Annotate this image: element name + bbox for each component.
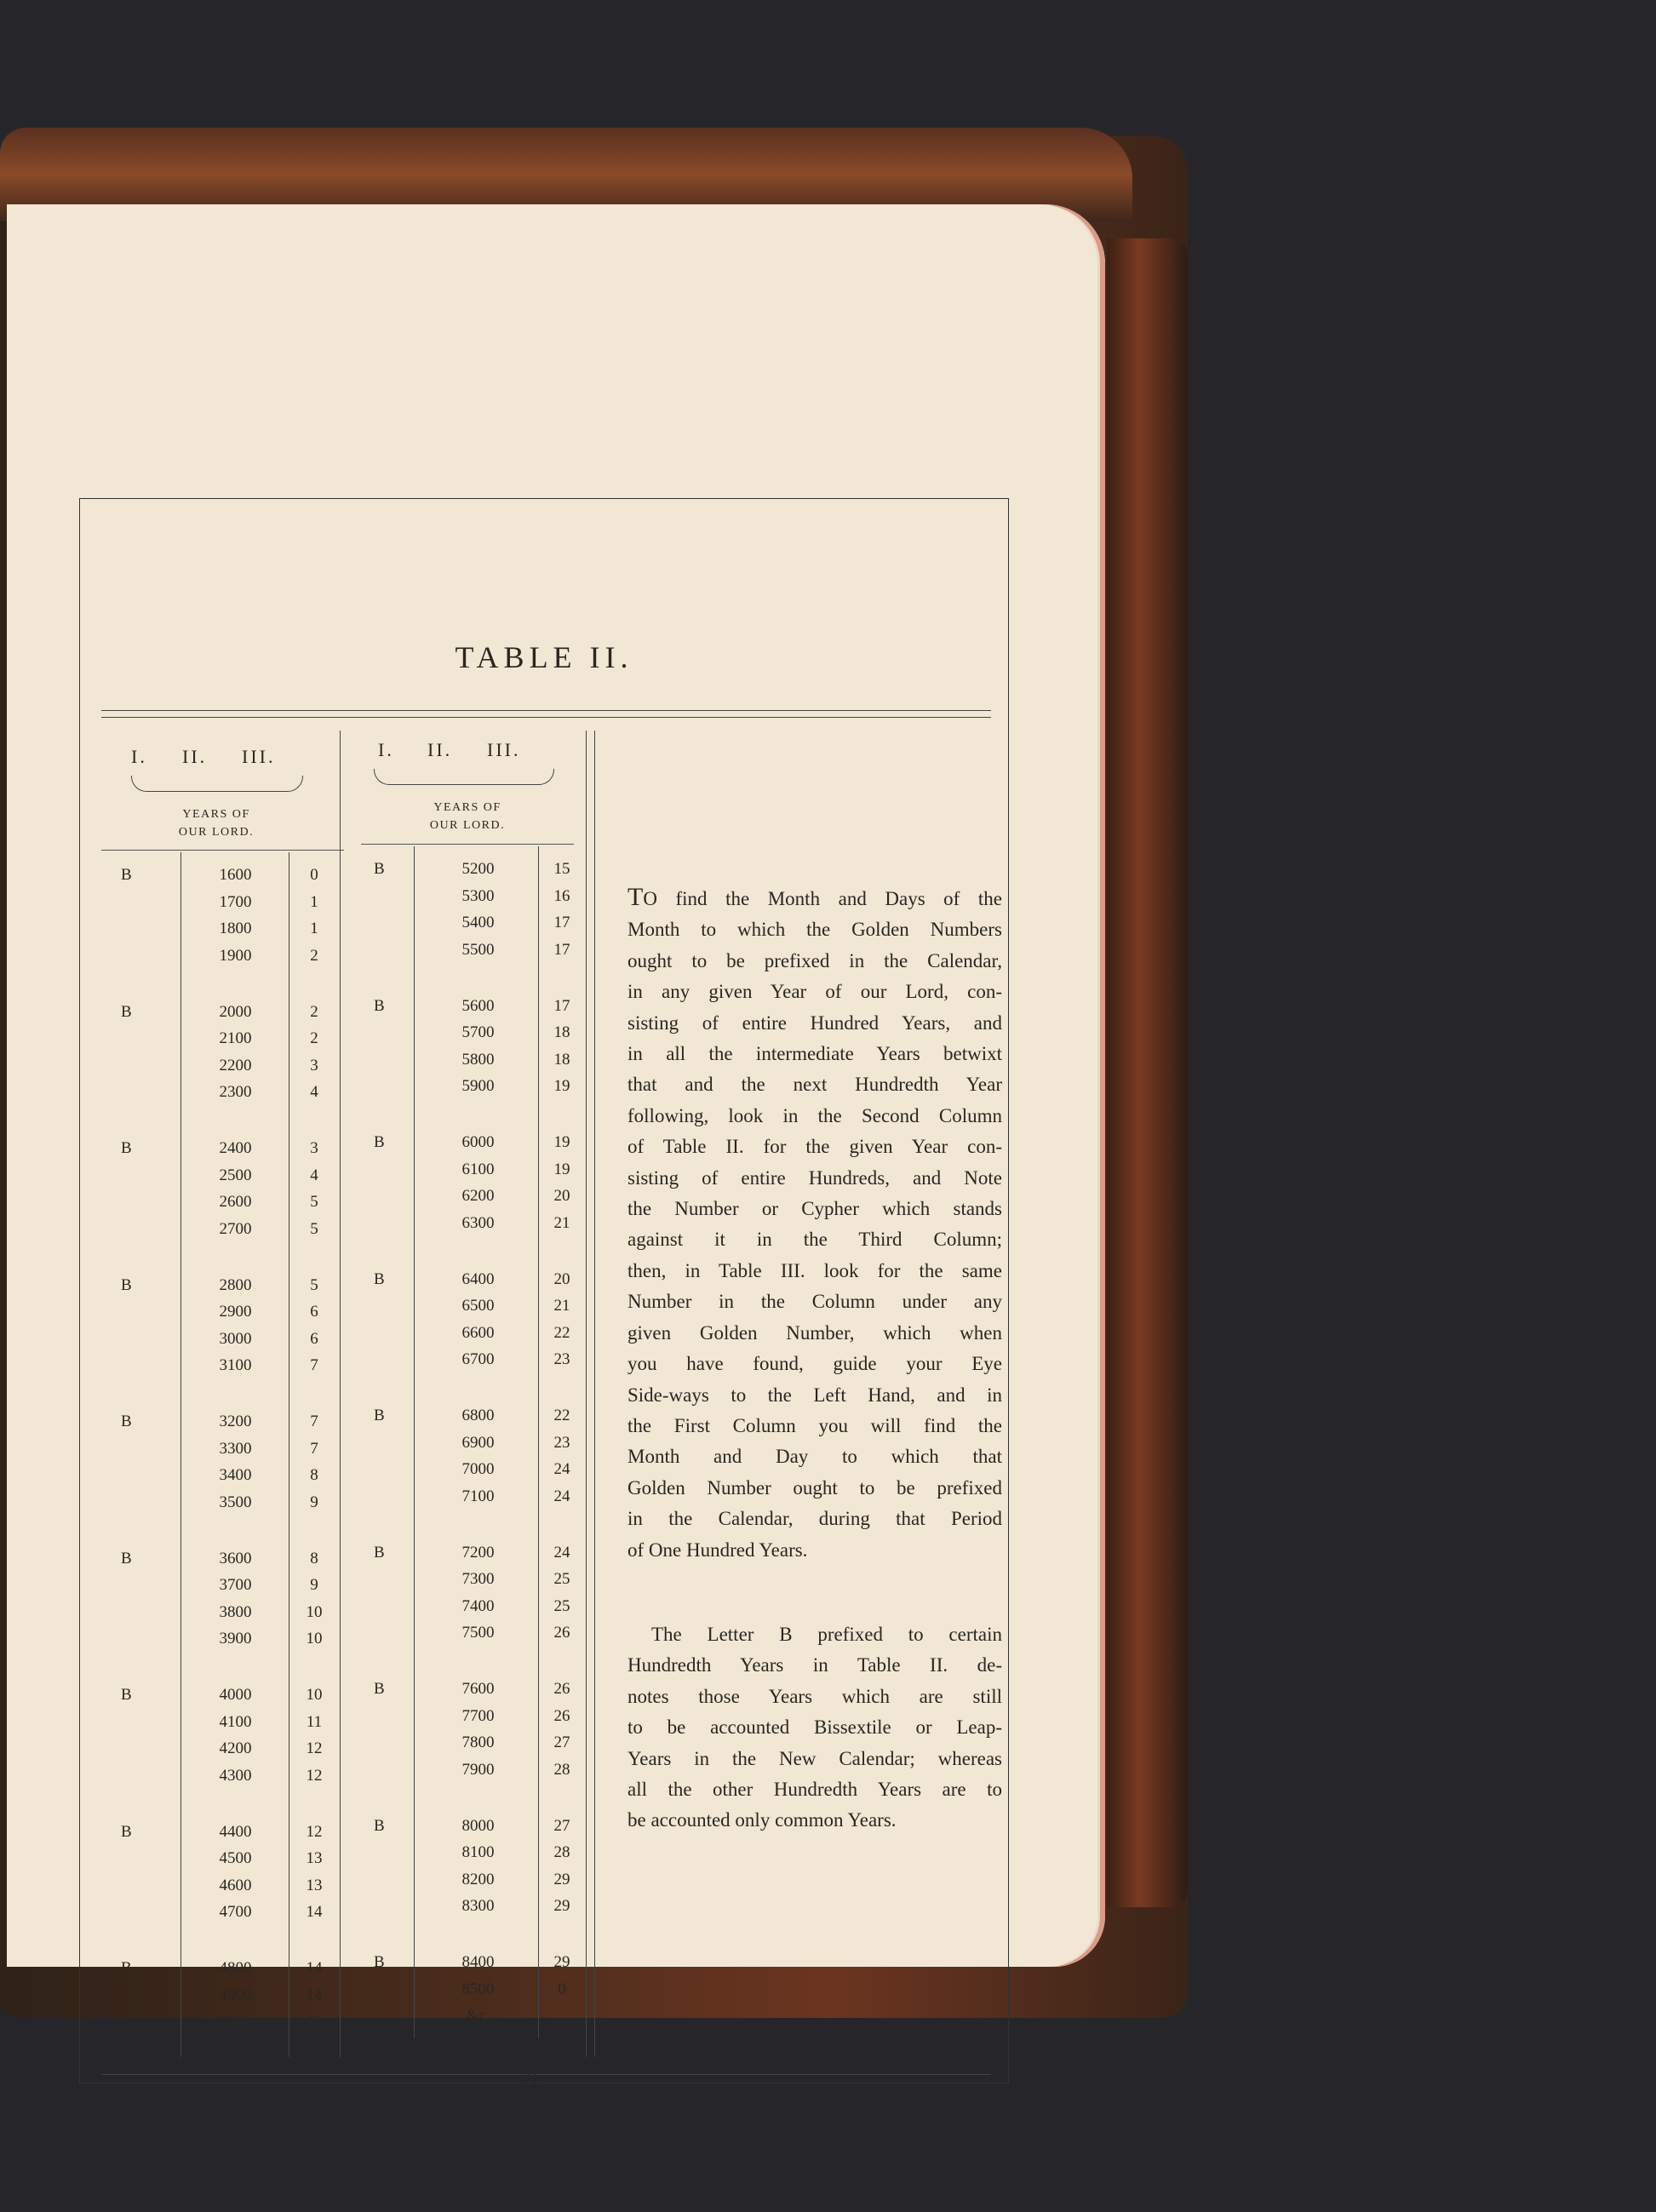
right-number-cell: 17	[553, 940, 570, 959]
left-number-cell: 12	[306, 1739, 323, 1757]
right-number-cell: 21	[553, 1213, 570, 1232]
left-year-cell: 1900	[219, 946, 252, 965]
right-number-cell: 24	[553, 1543, 570, 1562]
right-year-cell: 7200	[461, 1543, 495, 1562]
left-year-cell: 4000	[219, 1686, 252, 1704]
left-year-cell: 4600	[219, 1876, 252, 1894]
right-year-cell: 6200	[461, 1187, 495, 1205]
right-leap-mark: B	[374, 1680, 385, 1698]
left-year-cell: 4700	[219, 1903, 252, 1921]
right-year-cell: 6800	[461, 1407, 495, 1424]
left-year-cell: 4200	[219, 1739, 252, 1757]
right-number-cell: 16	[553, 886, 570, 905]
right-number-cell: 19	[553, 1160, 570, 1178]
left-leap-mark: B	[121, 1959, 132, 1977]
text-divider-2	[594, 731, 595, 2057]
left-year-cell: 2800	[219, 1275, 252, 1294]
left-number-cell: 14	[306, 1959, 323, 1977]
left-number-cell: 14	[306, 1903, 323, 1921]
right-years-label-line-1: YEARS OF	[433, 801, 501, 814]
instructions-line: then, in Table III. look for the same	[627, 1259, 1002, 1281]
right-number-cell: 0	[558, 1980, 566, 1998]
left-number-cell: 5	[310, 1193, 318, 1211]
instructions-line: of One Hundred Years.	[627, 1539, 808, 1561]
right-col-header-3: III.	[487, 739, 521, 760]
left-number-cell: 9	[310, 1493, 318, 1511]
left-year-cell: 2500	[219, 1166, 252, 1184]
left-leap-mark: B	[121, 1822, 132, 1841]
left-col-header-1: I.	[131, 746, 147, 767]
letter-b-note-paragraph	[627, 1619, 1002, 1837]
right-year-cell: 5900	[461, 1077, 495, 1095]
left-year-cell: 3900	[219, 1630, 252, 1648]
right-year-cell: 8100	[461, 1843, 495, 1861]
left-number-cell: 0	[310, 866, 318, 884]
right-year-cell: 8500	[461, 1980, 495, 1998]
left-year-cell: 3500	[219, 1493, 252, 1511]
instructions-line: you have found, guide your Eye	[627, 1353, 1002, 1375]
right-years-label-line-2: OUR LORD.	[429, 819, 506, 832]
right-year-cell: 6700	[461, 1350, 495, 1368]
note-line: Hundredth Years in Table II. de-	[627, 1654, 1002, 1676]
page-frame	[79, 498, 1009, 2083]
left-leap-mark: B	[121, 866, 132, 884]
right-number-cell: 29	[553, 1897, 570, 1915]
right-year-cell: 5200	[461, 860, 495, 878]
right-year-cell: 7000	[461, 1460, 495, 1478]
left-number-cell: 4	[310, 1166, 318, 1184]
right-number-cell: 28	[553, 1760, 570, 1779]
right-leap-mark: B	[374, 1269, 385, 1288]
right-number-cell: 27	[553, 1816, 570, 1835]
instructions-line	[627, 882, 1002, 914]
right-number-cell: 26	[553, 1624, 570, 1642]
right-year-cell: 8200	[461, 1870, 495, 1888]
instructions-line: that and the next Hundredth Year	[627, 1074, 1002, 1096]
left-number-cell: 2	[310, 1029, 318, 1047]
right-leap-mark: B	[374, 996, 385, 1015]
right-number-cell: 19	[553, 1133, 570, 1151]
left-number-cell: 1	[310, 920, 318, 937]
top-rule-2	[101, 717, 991, 718]
left-number-cell: 10	[306, 1602, 323, 1621]
left-leap-mark: B	[121, 1139, 132, 1157]
left-year-cell: 3000	[219, 1329, 252, 1348]
instructions-line: Side-ways to the Left Hand, and in	[627, 1384, 1002, 1406]
right-number-cell: 25	[553, 1570, 570, 1588]
instructions-line: the Number or Cypher which stands	[627, 1198, 1002, 1220]
right-header-rule	[361, 844, 574, 845]
right-number-cell: 20	[553, 1187, 570, 1205]
left-number-cell: 5	[310, 1219, 318, 1238]
instructions-line: given Golden Number, which when	[627, 1321, 1002, 1344]
right-year-cell: 6500	[461, 1297, 495, 1315]
right-year-cell: 7800	[461, 1733, 495, 1751]
note-line: The Letter B prefixed to certain	[651, 1624, 1002, 1645]
left-year-cell: 2600	[219, 1193, 252, 1211]
right-col-rule-1	[414, 846, 415, 2038]
left-leap-mark: B	[121, 1549, 132, 1567]
right-number-cell: 29	[553, 1870, 570, 1888]
right-number-cell: 17	[553, 914, 570, 931]
instructions-line: Golden Number ought to be prefixed	[627, 1476, 1002, 1499]
right-year-cell: 8000	[461, 1816, 495, 1835]
right-year-cell: 8400	[461, 1953, 495, 1971]
left-number-cell: 9	[310, 1576, 318, 1594]
instructions-line: ought to be prefixed in the Calendar,	[627, 949, 1002, 971]
page-title: TABLE II.	[455, 640, 633, 674]
right-number-cell: 18	[553, 1023, 570, 1041]
left-year-cell: 1800	[219, 920, 252, 937]
left-leap-mark: B	[121, 1275, 132, 1294]
left-number-cell: 14	[306, 1986, 323, 2004]
left-year-cell: 4400	[219, 1822, 252, 1841]
left-year-cell: 5000	[219, 2013, 252, 2031]
left-number-cell: 8	[310, 1466, 318, 1484]
block-divider	[340, 731, 341, 2057]
right-year-cell: 5400	[461, 914, 495, 931]
note-line: all the other Hundredth Years are to	[627, 1779, 1002, 1801]
right-leap-mark: B	[374, 1816, 385, 1835]
left-year-cell: 4100	[219, 1712, 252, 1731]
right-year-cell: 7600	[461, 1680, 495, 1698]
right-number-cell: 19	[553, 1077, 570, 1095]
left-year-cell: 2900	[219, 1303, 252, 1321]
drop-cap: T	[627, 883, 644, 911]
left-year-cell: 2000	[219, 1002, 252, 1021]
left-year-cell: 3800	[219, 1602, 252, 1621]
left-number-cell: 2	[310, 1002, 318, 1021]
left-number-cell: 12	[306, 1766, 323, 1785]
right-year-cell: 5800	[461, 1050, 495, 1069]
book-cover-edge	[1107, 238, 1188, 1907]
right-number-cell: 22	[553, 1407, 570, 1424]
left-year-cell: 4900	[219, 1986, 252, 2004]
left-years-label	[148, 805, 284, 841]
instructions-line: in all the intermediate Years betwixt	[627, 1043, 1002, 1065]
instructions-line: of Table II. for the given Year con-	[627, 1136, 1002, 1158]
left-number-cell: 3	[310, 1139, 318, 1157]
right-year-cell: 7100	[461, 1487, 495, 1505]
left-year-cell: 2100	[219, 1029, 252, 1047]
right-year-cell: 6900	[461, 1433, 495, 1452]
right-leap-mark: B	[374, 860, 385, 878]
left-year-cell: 4500	[219, 1849, 252, 1867]
right-leap-mark: B	[374, 1953, 385, 1971]
instructions-line: Number in the Column under any	[627, 1291, 1002, 1313]
left-years-label-line-2: OUR LORD.	[178, 826, 255, 839]
instructions-line: the First Column you will find the	[627, 1414, 1002, 1436]
right-year-cell: 7400	[461, 1596, 495, 1615]
left-col-header-2: II.	[182, 746, 208, 767]
instructions-line: Month and Day to which that	[627, 1446, 1002, 1468]
instructions-line: following, look in the Second Column	[627, 1104, 1002, 1126]
right-number-cell: 24	[553, 1460, 570, 1478]
left-number-cell: 16	[306, 2039, 323, 2058]
left-number-cell: 7	[310, 1356, 318, 1374]
left-year-cell: 3200	[219, 1413, 252, 1430]
right-number-cell: 25	[553, 1596, 570, 1615]
left-year-cell: 3700	[219, 1576, 252, 1594]
left-number-cell: 5	[310, 1275, 318, 1294]
right-year-cell: 7300	[461, 1570, 495, 1588]
right-years-label	[399, 799, 536, 834]
left-number-cell: 6	[310, 1303, 318, 1321]
right-leap-mark: B	[374, 1133, 385, 1151]
left-year-cell: 2700	[219, 1219, 252, 1238]
left-leap-mark: B	[121, 1686, 132, 1704]
instructions-line: against it in the Third Column;	[627, 1229, 1002, 1251]
left-year-cell: 2300	[219, 1083, 252, 1101]
note-line: Years in the New Calendar; whereas	[627, 1747, 1002, 1769]
right-leap-mark: B	[374, 1407, 385, 1424]
left-col-rule-1	[180, 852, 181, 2057]
left-number-cell: 7	[310, 1439, 318, 1458]
left-number-cell: 4	[310, 1083, 318, 1101]
left-number-cell: 7	[310, 1413, 318, 1430]
left-number-cell: 13	[306, 1876, 323, 1894]
note-line: to be accounted Bissextile or Leap-	[627, 1716, 1002, 1739]
left-year-cell: 3100	[219, 1356, 252, 1374]
left-number-cell: 2	[310, 946, 318, 965]
right-col-rule-2	[538, 846, 539, 2038]
left-number-cell: 11	[306, 1712, 323, 1731]
right-number-cell: 23	[553, 1350, 570, 1368]
note-line: notes those Years which are still	[627, 1685, 1002, 1707]
bottom-rule	[101, 2074, 991, 2075]
left-number-cell: 8	[310, 1549, 318, 1567]
left-number-cell: 3	[310, 1056, 318, 1074]
left-years-label-line-1: YEARS OF	[182, 808, 250, 821]
right-number-cell: 23	[553, 1433, 570, 1452]
right-number-cell: 26	[553, 1706, 570, 1725]
left-year-cell: 3600	[219, 1549, 252, 1567]
book-page	[7, 204, 1105, 2088]
left-header-brace	[131, 776, 303, 792]
right-number-cell: 29	[553, 1953, 570, 1971]
left-header-rule	[101, 850, 344, 851]
instructions-line: sisting of entire Hundred Years, and	[627, 1011, 1002, 1034]
left-leap-mark: B	[121, 1002, 132, 1021]
left-number-cell: 10	[306, 1630, 323, 1648]
right-year-cell: 5300	[461, 886, 495, 905]
left-year-cell: 4300	[219, 1766, 252, 1785]
left-number-cell: 12	[306, 1822, 323, 1841]
right-year-cell: 6100	[461, 1160, 495, 1178]
instructions-paragraph	[627, 882, 1002, 1566]
left-year-cell: 4800	[219, 1959, 252, 1977]
left-number-cell: 13	[306, 1849, 323, 1867]
right-year-cell: &c.	[466, 2007, 490, 2025]
right-number-cell: 15	[553, 860, 570, 878]
right-year-cell: 8300	[461, 1897, 495, 1915]
left-number-cell: 6	[310, 1329, 318, 1348]
left-year-cell: 3400	[219, 1466, 252, 1484]
right-number-cell: 24	[553, 1487, 570, 1505]
left-year-cell: 1700	[219, 892, 252, 911]
left-year-cell: 1600	[219, 866, 252, 884]
right-number-cell: 21	[553, 1297, 570, 1315]
left-number-cell: 10	[306, 1686, 323, 1704]
instructions-line: in any given Year of our Lord, con-	[627, 981, 1002, 1003]
top-rule	[101, 710, 991, 711]
right-year-cell: 6300	[461, 1213, 495, 1232]
right-header-brace	[374, 769, 554, 785]
right-number-cell: 26	[553, 1680, 570, 1698]
instructions-line: Month to which the Golden Numbers	[627, 919, 1002, 941]
instructions-line-text: O find the Month and Days of the	[643, 888, 1002, 909]
right-number-cell: 28	[553, 1843, 570, 1861]
right-number-cell: 22	[553, 1323, 570, 1342]
right-leap-mark: B	[374, 1543, 385, 1562]
right-number-cell: 27	[553, 1733, 570, 1751]
left-number-cell: 1	[310, 892, 318, 911]
right-year-cell: 6000	[461, 1133, 495, 1151]
left-year-cell: 3300	[219, 1439, 252, 1458]
right-year-cell: 6600	[461, 1323, 495, 1342]
right-year-cell: 7700	[461, 1706, 495, 1725]
right-year-cell: 5600	[461, 996, 495, 1015]
left-year-cell: 2200	[219, 1056, 252, 1074]
left-year-cell: 2400	[219, 1139, 252, 1157]
left-year-cell: 5100	[219, 2039, 252, 2058]
left-number-cell: 15	[306, 2013, 323, 2031]
text-divider-1	[586, 731, 587, 2057]
right-col-header-1: I.	[378, 739, 394, 760]
right-year-cell: 6400	[461, 1269, 495, 1288]
right-number-cell: 20	[553, 1269, 570, 1288]
right-number-cell: 17	[553, 996, 570, 1015]
right-year-cell: 5500	[461, 940, 495, 959]
instructions-line: in the Calendar, during that Period	[627, 1508, 1002, 1530]
right-year-cell: 5700	[461, 1023, 495, 1041]
right-number-cell: 18	[553, 1050, 570, 1069]
instructions-line: sisting of entire Hundreds, and Note	[627, 1166, 1002, 1189]
left-leap-mark: B	[121, 1413, 132, 1430]
right-col-header-2: II.	[427, 739, 453, 760]
right-year-cell: 7500	[461, 1624, 495, 1642]
page-number: 31	[522, 2069, 539, 2088]
right-year-cell: 7900	[461, 1760, 495, 1779]
left-col-header-3: III.	[242, 746, 276, 767]
note-line: be accounted only common Years.	[627, 1809, 897, 1831]
